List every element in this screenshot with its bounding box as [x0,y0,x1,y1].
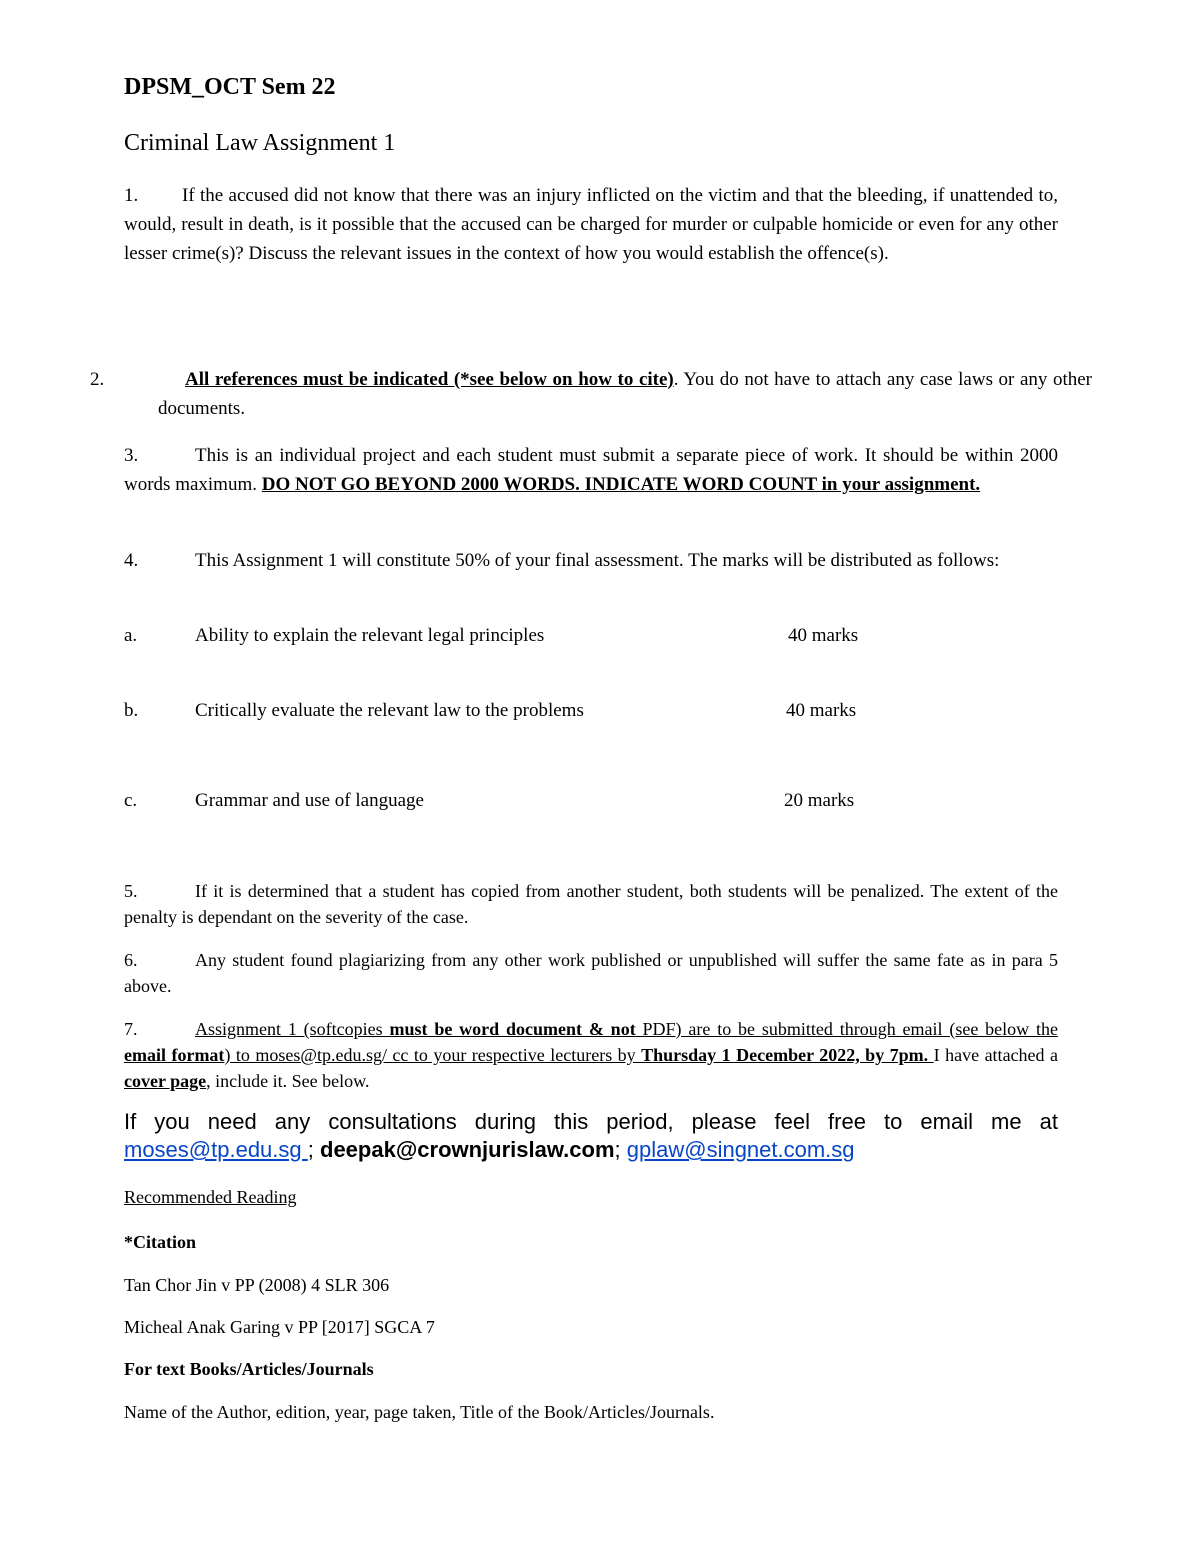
texts-heading: For text Books/Articles/Journals [124,1359,374,1379]
mark-value: 20 marks [784,790,855,811]
instruction-6-text: Any student found plagiarizing from any other work published or unpublished will suffer the same fate as in para 5 above. [124,950,1058,996]
consultation-note [124,1108,1058,1164]
instruction-5-text: If it is determined that a student has copied from another student, both students will be penalized. The extent of the penalty is dependant on the severity of the case. [124,881,1058,927]
mark-value: 40 marks [786,700,857,721]
email-link-moses[interactable]: moses@tp.edu.sg [124,1137,308,1162]
instruction-2-text: . You do not have to attach any case laws or any other documents. [158,369,1092,419]
mark-label: b. [124,700,139,721]
instruction-3-bold: DO NOT GO BEYOND 2000 WORDS. INDICATE WORD COUNT in your assignment. [261,474,981,495]
document-subtitle: Criminal Law Assignment 1 [124,130,396,156]
email-separator: ; [614,1137,627,1162]
instruction-5-number: 5. [124,881,138,901]
instruction-7-text-g: I have attached a [933,1045,1058,1065]
instruction-7-text-d: email format [124,1045,225,1065]
document-title: DPSM_OCT Sem 22 [124,74,336,100]
email-separator: ; [307,1137,320,1162]
instruction-2-bold: All references must be indicated (*see below on how to cite) [185,369,674,390]
instruction-2 [90,365,1092,423]
instruction-6 [124,947,1058,999]
instruction-7 [124,1016,1058,1094]
instruction-3-number: 3. [124,445,139,466]
instruction-2-number: 2. [90,369,105,390]
mark-row-c [124,786,1058,816]
consultation-text: If you need any consultations during this period, please feel free to email me at [124,1109,1058,1134]
email-link-gplaw[interactable]: gplaw@singnet.com.sg [626,1137,855,1162]
instruction-7-text-e: ) to moses@tp.edu.sg/ cc to your respective lecturers by [224,1045,642,1065]
instruction-7-text-a: Assignment 1 (softcopies [195,1019,390,1039]
instruction-7-text-i: , include it. See below. [206,1071,370,1091]
instruction-7-deadline: Thursday 1 December 2022, by 7pm. [641,1045,934,1065]
question-1-text: If the accused did not know that there was an injury inflicted on the victim and that the bleeding, if unattended to, would, result in death, is it possible that the accused can be charged for murder or culpable homicide or even for any other lesser crime(s)? Discuss the relevant issues in the context of how you would establish the offence(s). [124,185,1058,264]
email-deepak: deepak@crownjurislaw.com [320,1137,615,1162]
texts-citation-format: Name of the Author, edition, year, page taken, Title of the Book/Articles/Journals. [124,1402,715,1422]
question-1 [124,181,1058,268]
question-1-number: 1. [124,185,139,206]
mark-row-b [124,696,1058,726]
instruction-4-text: This Assignment 1 will constitute 50% of your final assessment. The marks will be distributed as follows: [195,550,1000,571]
instruction-6-number: 6. [124,950,138,970]
mark-criterion: Critically evaluate the relevant law to the problems [195,700,584,721]
mark-criterion: Grammar and use of language [195,790,424,811]
recommended-reading-heading: Recommended Reading [124,1187,297,1207]
instruction-3 [124,441,1058,499]
mark-value: 40 marks [788,625,859,646]
instruction-7-cover-page: cover page [124,1071,207,1091]
mark-label: c. [124,790,138,811]
instruction-4-number: 4. [124,550,139,571]
citation-case-1: Tan Chor Jin v PP (2008) 4 SLR 306 [124,1275,390,1295]
instruction-7-text-c: PDF) are to be submitted through email (see below the [635,1019,1058,1039]
citation-case-2: Micheal Anak Garing v PP [2017] SGCA 7 [124,1317,435,1337]
instruction-5 [124,878,1058,930]
mark-criterion: Ability to explain the relevant legal principles [195,625,545,646]
instruction-7-number: 7. [124,1019,138,1039]
mark-label: a. [124,625,138,646]
instruction-3-text: This is an individual project and each student must submit a separate piece of work. It should be within 2000 words maximum. [124,445,1058,495]
mark-row-a [124,621,1058,651]
citation-heading: *Citation [124,1232,196,1252]
instruction-4 [124,546,1058,575]
instruction-7-text-b: must be word document & not [389,1019,636,1039]
